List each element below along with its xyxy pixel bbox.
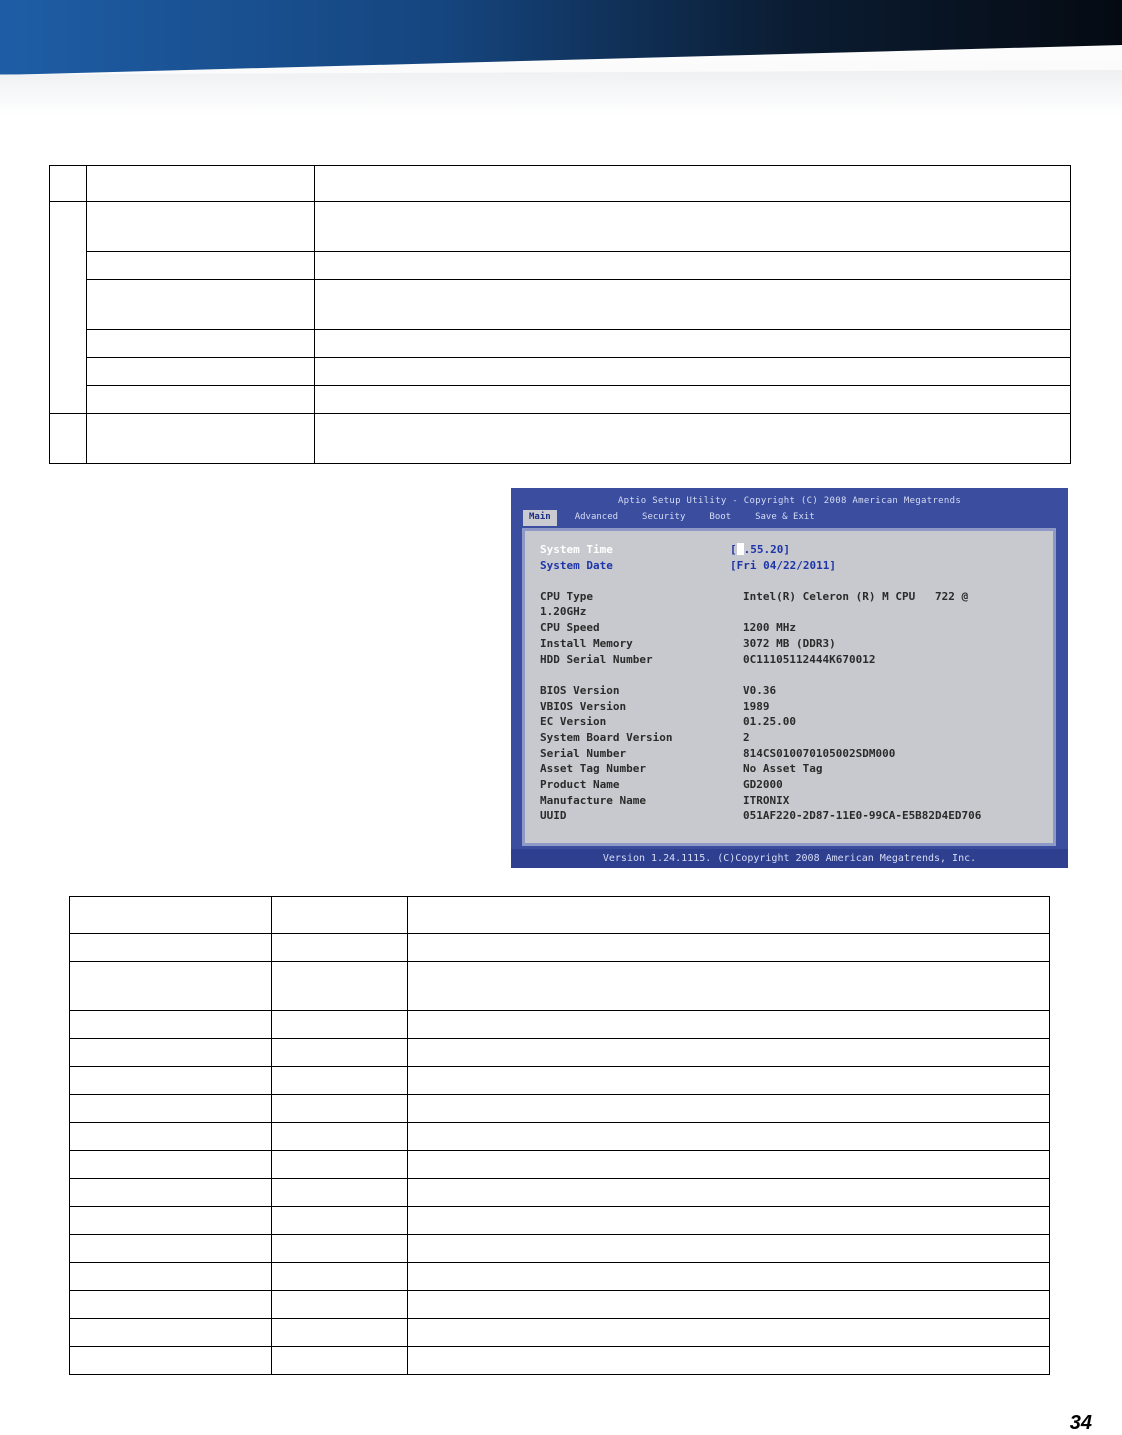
- bios-label-serial-number: Serial Number: [540, 747, 627, 760]
- table-row: [50, 252, 1071, 280]
- table-row: [70, 1011, 1050, 1039]
- table-row: [70, 934, 1050, 962]
- bios-value-system-time[interactable]: [ .55.20]: [730, 543, 790, 556]
- bios-tab-security[interactable]: Security: [642, 512, 686, 522]
- bios-tab-save-exit[interactable]: Save & Exit: [755, 512, 815, 522]
- bios-value-serial-number: 814CS010070105002SDM000: [743, 747, 896, 760]
- table-row: [50, 386, 1071, 414]
- bios-value-asset-tag: No Asset Tag: [743, 762, 823, 775]
- bios-value-uuid: 051AF220-2D87-11E0-99CA-E5B82D4ED706: [743, 809, 982, 822]
- page-number: 34: [1069, 1412, 1092, 1434]
- table-row: [50, 358, 1071, 386]
- table-row: [70, 1151, 1050, 1179]
- bios-value-cpu-type: Intel(R) Celeron (R) M CPU 722 @: [743, 590, 969, 603]
- table-row: [70, 897, 1050, 934]
- bios-value-system-time-text: .55.20]: [743, 543, 790, 556]
- bios-tab-boot[interactable]: Boot: [709, 512, 732, 522]
- table-row: [70, 1235, 1050, 1263]
- bios-value-vbios-version: 1989: [743, 700, 770, 713]
- bios-label-system-board-version: System Board Version: [540, 731, 673, 744]
- table-row: [70, 1319, 1050, 1347]
- bios-title: Aptio Setup Utility - Copyright (C) 2008 American Megatrends: [617, 496, 962, 506]
- bios-value-product-name: GD2000: [743, 778, 783, 791]
- bios-screenshot: [511, 488, 1068, 868]
- header-banner-band: [0, 0, 1122, 75]
- bios-value-bios-version: V0.36: [743, 684, 777, 697]
- bios-label-vbios-version: VBIOS Version: [540, 700, 627, 713]
- table-row: [70, 1347, 1050, 1375]
- bios-label-product-name: Product Name: [540, 778, 620, 791]
- bios-value-hdd-serial: 0C11105112444K670012: [743, 653, 876, 666]
- table-row: [70, 1095, 1050, 1123]
- bios-value-cpu-speed: 1200 MHz: [743, 621, 796, 634]
- table-row: [70, 1179, 1050, 1207]
- bios-label-uuid: UUID: [540, 809, 567, 822]
- bios-tab-bar: [523, 510, 833, 526]
- top-table: [49, 165, 1071, 464]
- bios-value-system-board-version: 2: [743, 731, 750, 744]
- bios-tab-main[interactable]: Main: [523, 510, 557, 526]
- bottom-table: [69, 896, 1050, 1375]
- bios-label-cpu-type: CPU Type: [540, 590, 593, 603]
- bios-label-manufacture-name: Manufacture Name: [540, 794, 646, 807]
- table-row: [50, 330, 1071, 358]
- header-banner-shade: [0, 70, 1122, 115]
- table-row: [70, 1067, 1050, 1095]
- bios-footer: Version 1.24.1115. (C)Copyright 2008 American Megatrends, Inc.: [511, 849, 1068, 868]
- table-row: [70, 1263, 1050, 1291]
- bios-label-ec-version: EC Version: [540, 715, 607, 728]
- table-row: [70, 1291, 1050, 1319]
- bios-cursor: [737, 543, 744, 555]
- header-banner: [0, 0, 1122, 115]
- bios-tab-advanced[interactable]: Advanced: [574, 512, 619, 522]
- bios-value-system-date[interactable]: [Fri 04/22/2011]: [730, 559, 836, 572]
- table-row: [70, 962, 1050, 1011]
- bios-label-hdd-serial: HDD Serial Number: [540, 653, 653, 666]
- table-row: [50, 280, 1071, 330]
- table-row: [70, 1123, 1050, 1151]
- bios-value-ec-version: 01.25.00: [743, 715, 796, 728]
- bios-label-system-time[interactable]: System Time: [540, 543, 613, 556]
- bios-label-asset-tag: Asset Tag Number: [540, 762, 646, 775]
- table-row: [50, 166, 1071, 202]
- bios-label-install-memory: Install Memory: [540, 637, 633, 650]
- bios-label-cpu-freq: 1.20GHz: [540, 605, 587, 618]
- bios-label-bios-version: BIOS Version: [540, 684, 620, 697]
- bios-label-system-date[interactable]: System Date: [540, 559, 613, 572]
- table-row: [50, 414, 1071, 464]
- bios-label-cpu-speed: CPU Speed: [540, 621, 600, 634]
- bios-value-install-memory: 3072 MB (DDR3): [743, 637, 836, 650]
- bios-value-manufacture-name: ITRONIX: [743, 794, 790, 807]
- table-row: [70, 1039, 1050, 1067]
- table-row: [50, 202, 1071, 252]
- table-row: [70, 1207, 1050, 1235]
- bios-main-panel: [522, 528, 1056, 846]
